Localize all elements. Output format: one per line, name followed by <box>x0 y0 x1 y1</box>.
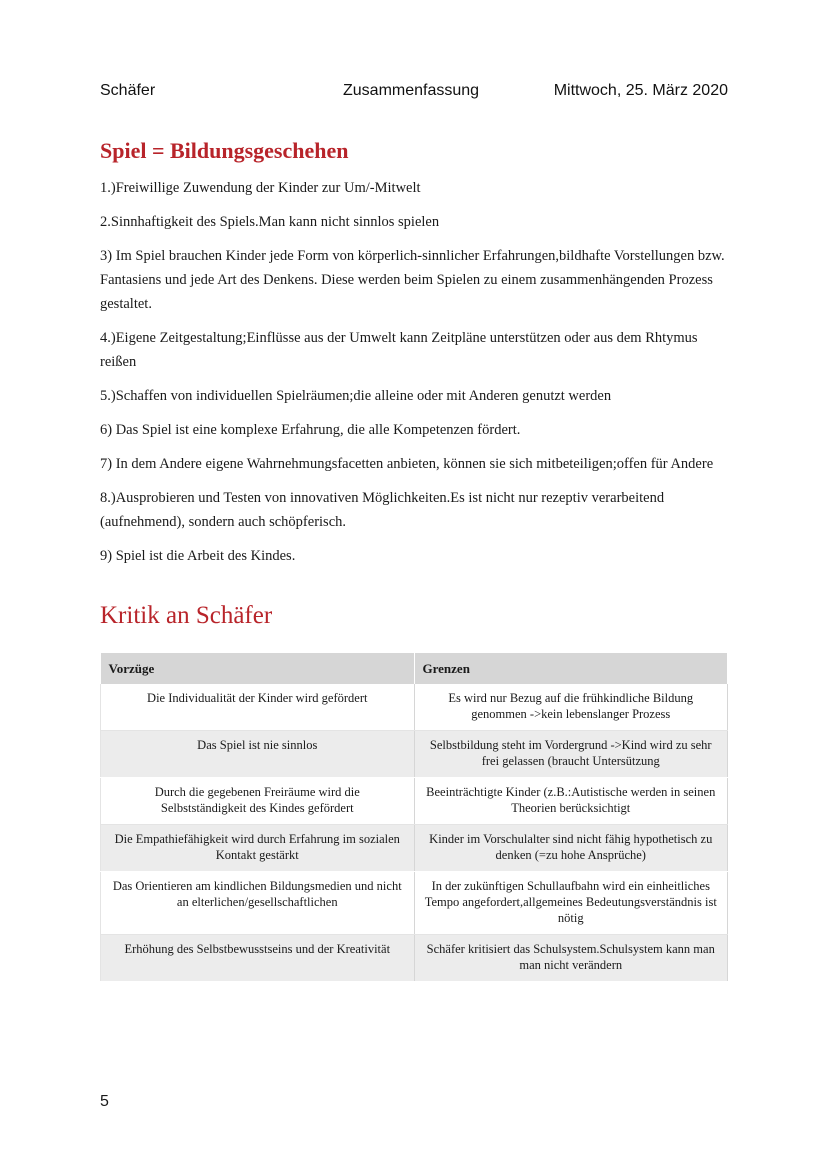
table-cell: In der zukünftigen Schullaufbahn wird ein einheitliches Tempo angefordert,allgemeines Bedeutungsverständnis ist nötig <box>414 872 727 935</box>
list-item: 1.)Freiwillige Zuwendung der Kinder zur Um/-Mitwelt <box>100 180 421 196</box>
table-cell: Das Orientieren am kindlichen Bildungsmedien und nicht an elterlichen/gesellschaftlichen <box>101 872 415 935</box>
list-item: 9) Spiel ist die Arbeit des Kindes. <box>100 548 296 564</box>
list-item: 4.)Eigene Zeitgestaltung;Einflüsse aus der Umwelt kann Zeitpläne unterstützen oder aus dem Rhtymus reißen <box>100 330 698 370</box>
header-title: Zusammenfassung <box>343 82 480 99</box>
table-cell: Das Spiel ist nie sinnlos <box>101 731 415 778</box>
list-item: 2.Sinnhaftigkeit des Spiels.Man kann nicht sinnlos spielen <box>100 214 440 230</box>
table-row <box>101 872 728 935</box>
points-list <box>100 176 730 578</box>
list-item: 8.)Ausprobieren und Testen von innovativen Möglichkeiten.Es ist nicht nur rezeptiv verarbeitend (aufnehmend), sondern auch schöpferisch. <box>100 490 665 530</box>
table-row <box>101 684 728 731</box>
table-cell: Beeinträchtigte Kinder (z.B.:Autistische werden in seinen Theorien berücksichtigt <box>414 778 727 825</box>
column-header-vorzuege: Vorzüge <box>101 653 415 684</box>
table-cell: Erhöhung des Selbstbewusstseins und der Kreativität <box>101 935 415 982</box>
page-header <box>100 82 728 106</box>
kritik-heading: Kritik an Schäfer <box>100 602 273 629</box>
table-cell: Selbstbildung steht im Vordergrund ->Kind wird zu sehr frei gelassen (braucht Untersützung <box>414 731 727 778</box>
table-cell: Die Individualität der Kinder wird gefördert <box>101 684 415 731</box>
table-row <box>101 825 728 872</box>
list-item: 7) In dem Andere eigene Wahrnehmungsfacetten anbieten, können sie sich mitbeteiligen;offen für Andere <box>100 456 714 472</box>
column-header-grenzen: Grenzen <box>414 653 727 684</box>
kritik-table <box>100 653 728 982</box>
list-item: 3) Im Spiel brauchen Kinder jede Form von körperlich-sinnlicher Erfahrungen,bildhafte Vorstellungen bzw. Fantasiens und jede Art des Denkens. Diese werden beim Spielen zu einem zusammenhängenden Prozess gestaltet. <box>100 248 725 312</box>
header-date: Mittwoch, 25. März 2020 <box>553 82 728 99</box>
section-heading: Spiel = Bildungsgeschehen <box>100 138 349 163</box>
page-number: 5 <box>100 1093 109 1110</box>
list-item: 6) Das Spiel ist eine komplexe Erfahrung, die alle Kompetenzen fördert. <box>100 422 521 438</box>
table-header-row <box>101 653 728 684</box>
table-row <box>101 935 728 982</box>
table-cell: Durch die gegebenen Freiräume wird die Selbstständigkeit des Kindes gefördert <box>101 778 415 825</box>
table-row <box>101 778 728 825</box>
table-cell: Kinder im Vorschulalter sind nicht fähig hypothetisch zu denken (=zu hohe Ansprüche) <box>414 825 727 872</box>
table-cell: Es wird nur Bezug auf die frühkindliche Bildung genommen ->kein lebenslanger Prozess <box>414 684 727 731</box>
table-cell: Schäfer kritisiert das Schulsystem.Schulsystem kann man man nicht verändern <box>414 935 727 982</box>
list-item: 5.)Schaffen von individuellen Spielräumen;die alleine oder mit Anderen genutzt werden <box>100 388 612 404</box>
table-cell: Die Empathiefähigkeit wird durch Erfahrung im sozialen Kontakt gestärkt <box>101 825 415 872</box>
header-author: Schäfer <box>100 82 156 99</box>
table-row <box>101 731 728 778</box>
